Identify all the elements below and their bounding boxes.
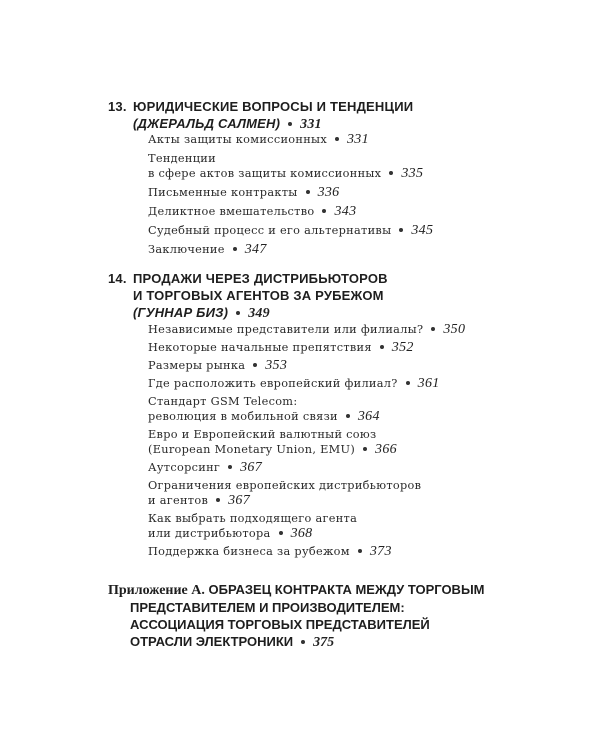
section-title-text: Размеры рынка <box>148 359 246 372</box>
section-page-number: 361 <box>417 376 440 391</box>
toc-section-entry <box>148 394 568 424</box>
section-title <box>148 427 568 442</box>
chapter-14-title <box>108 270 548 322</box>
section-title <box>148 151 568 166</box>
bullet-dot <box>288 122 292 126</box>
bullet-dot <box>233 247 237 251</box>
toc-section-entry <box>148 151 568 181</box>
toc-section-entry <box>148 358 568 373</box>
section-title-text: или дистрибьютора <box>148 527 271 540</box>
bullet-dot <box>380 345 384 349</box>
toc-section-entry <box>148 185 568 200</box>
section-title-text: революция в мобильной связи <box>148 410 338 423</box>
appendix-label: Приложение А. <box>108 583 205 598</box>
section-page-number: 366 <box>375 442 397 457</box>
section-title-text: Где расположить европейский филиал? <box>148 377 398 390</box>
bullet-dot <box>346 414 350 418</box>
section-title <box>148 340 568 355</box>
section-title <box>148 460 568 475</box>
section-title <box>148 376 568 391</box>
section-title <box>148 511 568 526</box>
section-title <box>148 132 568 147</box>
section-title <box>148 204 568 219</box>
toc-section-entry <box>148 511 568 541</box>
bullet-dot <box>363 447 367 451</box>
chapter-14-sections <box>148 322 568 562</box>
appendix-title-text: АССОЦИАЦИЯ ТОРГОВЫХ ПРЕДСТАВИТЕЛЕЙ <box>130 617 430 632</box>
section-title-text: Тенденции <box>148 152 216 165</box>
bullet-dot <box>236 311 240 315</box>
section-page-number: 345 <box>411 223 434 238</box>
section-title-text: Деликтное вмешательство <box>148 205 315 218</box>
section-page-number: 368 <box>290 526 313 541</box>
appendix-page-number: 375 <box>313 635 335 650</box>
bullet-dot <box>358 549 362 553</box>
section-page-number: 331 <box>347 132 369 147</box>
section-title <box>148 185 568 200</box>
toc-section-entry <box>148 132 568 147</box>
section-page-number: 367 <box>240 460 263 475</box>
section-title <box>148 478 568 493</box>
section-title-text: и агентов <box>148 494 209 507</box>
section-title <box>148 223 568 238</box>
chapter-title-text: И ТОРГОВЫХ АГЕНТОВ ЗА РУБЕЖОМ <box>133 288 384 303</box>
toc-section-entry <box>148 242 568 257</box>
section-title-text: Судебный процесс и его альтернативы <box>148 224 392 237</box>
section-title-text: Письменные контракты <box>148 186 298 199</box>
section-title-text: в сфере актов защиты комиссионных <box>148 167 382 180</box>
chapter-page-number: 331 <box>300 117 322 132</box>
toc-section-entry <box>148 376 568 391</box>
toc-section-entry <box>148 340 568 355</box>
section-page-number: 343 <box>334 204 357 219</box>
section-title <box>148 166 568 181</box>
section-page-number: 353 <box>265 358 288 373</box>
chapter-13 <box>108 98 548 133</box>
section-title <box>148 322 568 337</box>
chapter-number: 13. <box>108 99 127 114</box>
chapter-14 <box>108 270 548 322</box>
chapter-13-title <box>108 98 548 133</box>
section-page-number: 373 <box>369 544 392 559</box>
chapter-number: 14. <box>108 271 127 286</box>
toc-section-entry <box>148 223 568 238</box>
section-title-text: (European Monetary Union, EMU) <box>148 443 356 456</box>
bullet-dot <box>389 171 393 175</box>
section-title-text: Как выбрать подходящего агента <box>148 512 358 525</box>
section-page-number: 336 <box>317 185 340 200</box>
appendix-title-text: ОБРАЗЕЦ КОНТРАКТА МЕЖДУ ТОРГОВЫМ <box>208 582 485 597</box>
bullet-dot <box>399 228 403 232</box>
section-title <box>148 493 568 508</box>
toc-section-entry <box>148 544 568 559</box>
bullet-dot <box>216 498 220 502</box>
section-title-text: Евро и Европейский валютный союз <box>148 428 377 441</box>
chapter-13-sections <box>148 132 568 261</box>
chapter-author: (ГУННАР БИЗ) <box>133 305 229 320</box>
chapter-title-text: ЮРИДИЧЕСКИЕ ВОПРОСЫ И ТЕНДЕНЦИИ <box>133 99 414 114</box>
section-title-text: Независимые представители или филиалы? <box>148 323 424 336</box>
toc-section-entry <box>148 427 568 457</box>
section-page-number: 335 <box>401 166 424 181</box>
appendix-title-text: ОТРАСЛИ ЭЛЕКТРОНИКИ <box>130 634 294 649</box>
section-title <box>148 394 568 409</box>
bullet-dot <box>306 190 310 194</box>
bullet-dot <box>228 465 232 469</box>
bullet-dot <box>431 327 435 331</box>
toc-section-entry <box>148 478 568 508</box>
section-page-number: 367 <box>228 493 251 508</box>
chapter-page-number: 349 <box>248 306 270 321</box>
section-title <box>148 526 568 541</box>
bullet-dot <box>279 531 283 535</box>
toc-section-entry <box>148 204 568 219</box>
bullet-dot <box>335 137 339 141</box>
section-page-number: 350 <box>443 322 466 337</box>
section-title-text: Поддержка бизнеса за рубежом <box>148 545 350 558</box>
section-title <box>148 442 568 457</box>
section-title-text: Ограничения европейских дистрибьюторов <box>148 479 422 492</box>
bullet-dot <box>322 209 326 213</box>
section-title-text: Заключение <box>148 243 225 256</box>
section-title <box>148 242 568 257</box>
bullet-dot <box>253 363 257 367</box>
section-title <box>148 409 568 424</box>
chapter-title-text: ПРОДАЖИ ЧЕРЕЗ ДИСТРИБЬЮТОРОВ <box>133 271 388 286</box>
appendix-title-text: ПРЕДСТАВИТЕЛЕМ И ПРОИЗВОДИТЕЛЕМ: <box>130 600 405 615</box>
section-page-number: 347 <box>244 242 267 257</box>
section-title <box>148 544 568 559</box>
section-title <box>148 358 568 373</box>
bullet-dot <box>301 640 305 644</box>
section-page-number: 352 <box>391 340 414 355</box>
toc-section-entry <box>148 322 568 337</box>
bullet-dot <box>406 381 410 385</box>
appendix-a <box>108 581 568 651</box>
toc-section-entry <box>148 460 568 475</box>
section-title-text: Стандарт GSM Telecom: <box>148 395 298 408</box>
section-title-text: Некоторые начальные препятствия <box>148 341 372 354</box>
section-page-number: 364 <box>357 409 380 424</box>
chapter-author: (ДЖЕРАЛЬД САЛМЕН) <box>133 116 281 131</box>
section-title-text: Аутсорсинг <box>148 461 221 474</box>
section-title-text: Акты защиты комиссионных <box>148 133 327 146</box>
